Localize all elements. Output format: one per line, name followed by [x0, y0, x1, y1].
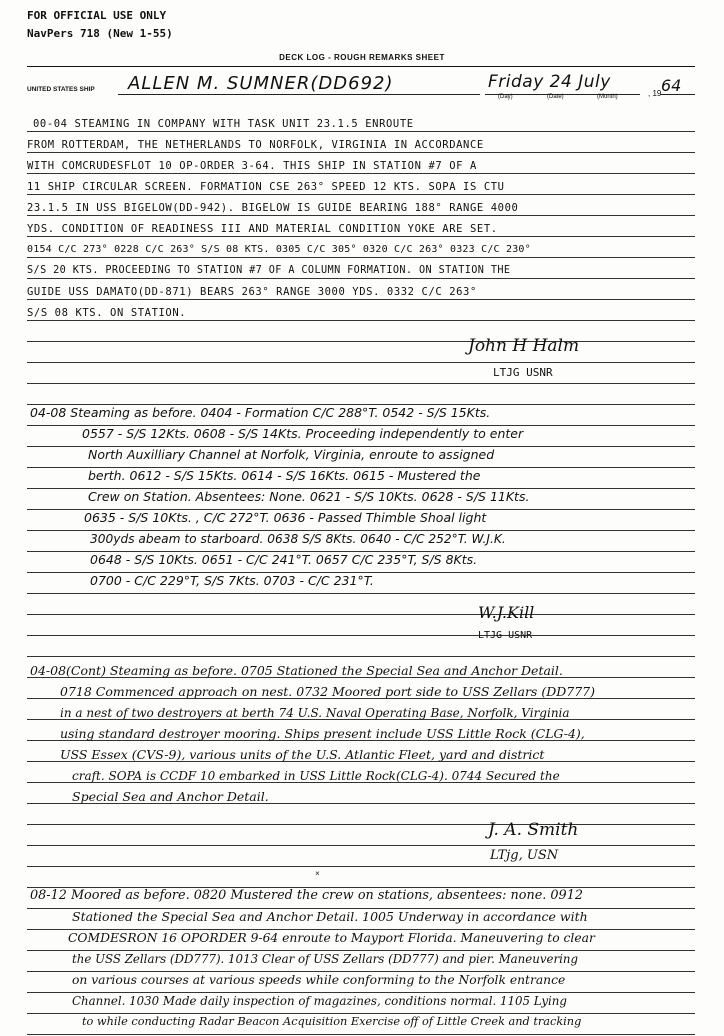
ruled-line	[27, 530, 695, 531]
ruled-line	[27, 971, 695, 972]
ship-name: ALLEN M. SUMNER(DD692)	[128, 73, 394, 94]
log-line: 0154 C/C 273° 0228 C/C 263° S/S 08 KTS. 0305 C/C 305° 0320 C/C 263° 0323 C/C 230°	[27, 244, 531, 255]
ruled-line	[27, 152, 695, 153]
day-caption: (Day)	[498, 94, 513, 100]
ruled-line	[27, 824, 695, 825]
log-line: craft. SOPA is CCDF 10 embarked in USS Little Rock(CLG-4). 0744 Secured the	[72, 769, 560, 783]
ruled-line	[27, 257, 695, 258]
ruled-line	[27, 320, 695, 321]
log-line: on various courses at various speeds while conforming to the Norfolk entrance	[72, 973, 566, 987]
ruled-line	[27, 194, 695, 195]
log-line: North Auxilliary Channel at Norfolk, Virginia, enroute to assigned	[88, 447, 495, 462]
ruled-line	[27, 131, 695, 132]
year-prefix: , 19	[648, 89, 662, 98]
log-line: 04-08(Cont) Steaming as before. 0705 Stationed the Special Sea and Anchor Detail.	[30, 663, 563, 678]
log-line: S/S 08 KTS. ON STATION.	[27, 307, 187, 319]
log-line: WITH COMCRUDESFLOT 10 OP-ORDER 3-64. THIS SHIP IN STATION #7 OF A	[27, 160, 477, 172]
ruled-line	[27, 236, 695, 237]
ruled-line	[27, 278, 695, 279]
log-line: 0635 - S/S 10Kts. , C/C 272°T. 0636 - Passed Thimble Shoal light	[84, 510, 487, 525]
officer-signature: John H Halm	[468, 336, 580, 356]
signature-title: LTJG USNR	[478, 630, 533, 641]
ruled-line	[27, 614, 695, 615]
ship-name-underline	[118, 94, 480, 95]
ruled-line	[27, 215, 695, 216]
ruled-line	[27, 173, 695, 174]
year-underline	[660, 94, 695, 95]
month-caption: (Month)	[597, 94, 618, 100]
log-line: USS Essex (CVS-9), various units of the U.S. Atlantic Fleet, yard and district	[60, 747, 545, 762]
log-line: 0648 - S/S 10Kts. 0651 - C/C 241°T. 0657 C/C 235°T, S/S 8Kts.	[90, 552, 478, 567]
ruled-line	[27, 950, 695, 951]
log-line: COMDESRON 16 OPORDER 9-64 enroute to Mayport Florida. Maneuvering to clear	[68, 931, 595, 945]
ruled-line	[27, 1013, 695, 1014]
log-year: 64	[661, 76, 682, 95]
ruled-line	[27, 593, 695, 594]
ship-label: UNITED STATES SHIP	[27, 86, 95, 93]
log-line: in a nest of two destroyers at berth 74 U.S. Naval Operating Base, Norfolk, Virginia	[60, 706, 570, 720]
log-line: Crew on Station. Absentees: None. 0621 - S/S 10Kts. 0628 - S/S 11Kts.	[88, 489, 530, 504]
log-line: Special Sea and Anchor Detail.	[72, 789, 269, 804]
log-line: FROM ROTTERDAM, THE NETHERLANDS TO NORFOLK, VIRGINIA IN ACCORDANCE	[27, 139, 484, 151]
log-line: 0557 - S/S 12Kts. 0608 - S/S 14Kts. Proceeding independently to enter	[82, 426, 524, 441]
log-line: berth. 0612 - S/S 15Kts. 0614 - S/S 16Kts. 0615 - Mustered the	[88, 468, 481, 483]
log-line: using standard destroyer mooring. Ships present include USS Little Rock (CLG-4),	[60, 726, 585, 741]
log-line: 11 SHIP CIRCULAR SCREEN. FORMATION CSE 263° SPEED 12 KTS. SOPA IS CTU	[27, 181, 505, 193]
log-line: Channel. 1030 Made daily inspection of magazines, conditions normal. 1105 Lying	[72, 994, 567, 1008]
log-line: to while conducting Radar Beacon Acquisition Exercise off of Little Creek and tracking	[82, 1015, 582, 1028]
log-line: Stationed the Special Sea and Anchor Detail. 1005 Underway in accordance with	[72, 909, 588, 924]
date-caption: (Date)	[547, 94, 564, 100]
log-line: the USS Zellars (DD777). 1013 Clear of USS Zellars (DD777) and pier. Maneuvering	[72, 952, 579, 966]
log-line: 0718 Commenced approach on nest. 0732 Moored port side to USS Zellars (DD777)	[60, 684, 595, 699]
log-date: Friday 24 July	[488, 72, 611, 92]
ruled-line	[27, 656, 695, 657]
ruled-line	[27, 299, 695, 300]
ruled-line	[27, 341, 695, 342]
log-line: 04-08 Steaming as before. 0404 - Formation C/C 288°T. 0542 - S/S 15Kts.	[30, 405, 491, 420]
ruled-line	[27, 1034, 695, 1035]
form-number: NavPers 718 (New 1-55)	[27, 27, 173, 40]
ruled-line	[27, 866, 695, 867]
officer-signature: W.J.Kill	[478, 603, 535, 622]
log-line: 300yds abeam to starboard. 0638 S/S 8Kts. 0640 - C/C 252°T. W.J.K.	[90, 532, 506, 546]
log-line: GUIDE USS DAMATO(DD-871) BEARS 263° RANGE 3000 YDS. 0332 C/C 263°	[27, 286, 477, 298]
log-line: 08-12 Moored as before. 0820 Mustered the crew on stations, absentees: none. 0912	[30, 888, 583, 903]
ruled-line	[27, 929, 695, 930]
ruled-line	[27, 845, 695, 846]
signature-title: LTjg, USN	[490, 848, 559, 863]
classification-marking: FOR OFFICIAL USE ONLY	[27, 9, 167, 22]
sheet-title: DECK LOG - ROUGH REMARKS SHEET	[279, 53, 445, 62]
ruled-line	[27, 635, 695, 636]
ruled-line	[27, 992, 695, 993]
log-line: 0700 - C/C 229°T, S/S 7Kts. 0703 - C/C 231°T.	[90, 573, 374, 588]
log-line: 23.1.5 IN USS BIGELOW(DD-942). BIGELOW IS GUIDE BEARING 188° RANGE 4000	[27, 202, 519, 214]
ruled-line	[27, 383, 695, 384]
ruled-line	[27, 362, 695, 363]
log-line: S/S 20 KTS. PROCEEDING TO STATION #7 OF A COLUMN FORMATION. ON STATION THE	[27, 265, 511, 276]
signature-title: LTJG USNR	[493, 366, 553, 379]
page-mark: ×	[315, 870, 320, 879]
log-line: YDS. CONDITION OF READINESS III AND MATERIAL CONDITION YOKE ARE SET.	[27, 223, 498, 235]
header-rule	[27, 66, 695, 67]
officer-signature: J. A. Smith	[488, 820, 579, 840]
log-line: 00-04 STEAMING IN COMPANY WITH TASK UNIT 23.1.5 ENROUTE	[33, 118, 414, 130]
